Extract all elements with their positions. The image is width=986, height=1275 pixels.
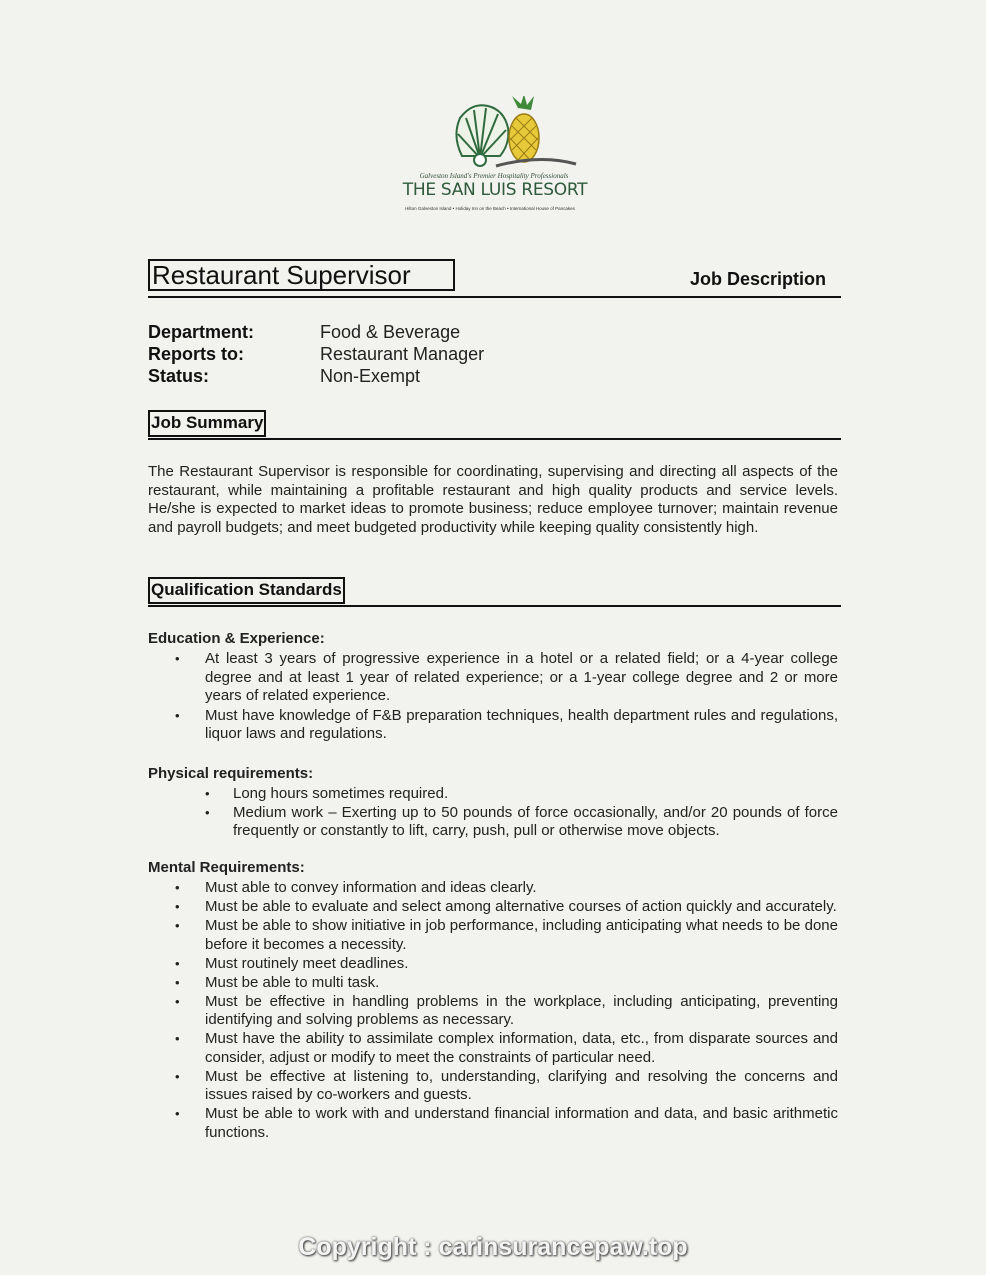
divider (148, 438, 841, 440)
divider (148, 296, 841, 298)
job-title: Restaurant Supervisor (148, 259, 455, 291)
bullet-icon: • (175, 651, 180, 666)
logo-tagline: Galveston Island's Premier Hospitality Professionals (419, 172, 569, 180)
job-summary-text: The Restaurant Supervisor is responsible for coordinating, supervising and directing all aspects of the restaurant, while maintaining a profitable restaurant and high quality products and service levels. He/she is expected to market ideas to promote business; reduce employee turnover; maintain revenue and payroll budgets; and meet budgeted productivity while keeping quality consistently high. (148, 463, 838, 536)
list-item: • Must have knowledge of F&B preparation techniques, health department rules and regulations, liquor laws and regulations. (175, 706, 838, 742)
list-item: • Must be able to evaluate and select among alternative courses of action quickly and accurately. (175, 898, 837, 915)
bullet-icon: • (175, 899, 180, 914)
info-label: Department: (148, 322, 255, 342)
list-item: • Long hours sometimes required. (205, 785, 449, 802)
list-item: • Medium work – Exerting up to 50 pounds of force occasionally, and/or 20 pounds of force frequently or constantly to lift, carry, push, pull or otherwise move objects. (205, 803, 838, 839)
divider (148, 605, 841, 607)
bullet-icon: • (175, 707, 180, 723)
list-item: • Must be able to show initiative in job performance, including anticipating what needs to be done before it becomes a necessity. (175, 917, 838, 953)
info-value: Food & Beverage (320, 322, 461, 342)
bullet-icon: • (175, 974, 180, 990)
list-item: • Must be effective in handling problems in the workplace, including anticipating, preventing identifying and solving problems as necessary. (175, 992, 838, 1028)
education-list (175, 650, 838, 744)
section-heading-job-summary: Job Summary (148, 410, 266, 437)
subheading-education: Education & Experience: (148, 630, 325, 647)
list-item: • At least 3 years of progressive experience in a hotel or a related field; or a 4-year college degree and at least 1 year of related experience; or a 1-year college degree and 2 or more years of related experience. (175, 650, 838, 704)
bullet-icon: • (175, 880, 180, 895)
list-item: • Must have the ability to assimilate complex information, data, etc., from disparate sources and consider, adjust or modify to meet the constraints of particular need. (175, 1030, 838, 1066)
info-label: Reports to: (148, 344, 244, 364)
bullet-icon: • (175, 955, 180, 971)
logo-name: THE SAN LUIS RESORT (402, 180, 588, 200)
logo-properties: Hilton Galveston Island • Holiday Inn on the Beach • International House of Pancakes (405, 206, 575, 211)
list-item: • Must be able to multi task. (175, 973, 380, 991)
document-type: Job Description (690, 269, 827, 289)
bullet-icon: • (205, 804, 210, 820)
info-value: Non-Exempt (320, 366, 421, 386)
info-value: Restaurant Manager (320, 344, 485, 364)
info-label: Status: (148, 366, 210, 386)
physical-list (205, 785, 838, 841)
resort-logo (400, 96, 590, 220)
list-item: • Must be effective at listening to, understanding, clarifying and resolving the concerns and issues raised by co-workers and guests. (175, 1067, 838, 1103)
bullet-icon: • (175, 1106, 180, 1121)
bullet-icon: • (175, 1031, 180, 1046)
subheading-mental: Mental Requirements: (148, 859, 305, 876)
bullet-icon: • (175, 1068, 180, 1084)
copyright-watermark: Copyright : carinsurancepaw.top (298, 1233, 688, 1261)
mental-list (175, 879, 838, 1143)
list-item: • Must be able to work with and understand financial information and data, and basic arithmetic functions. (175, 1105, 838, 1141)
bullet-icon: • (205, 786, 210, 801)
list-item: • Must able to convey information and ideas clearly. (175, 879, 537, 896)
subheading-physical: Physical requirements: (148, 765, 314, 782)
section-heading-qualifications: Qualification Standards (148, 577, 345, 604)
list-item: • Must routinely meet deadlines. (175, 954, 409, 972)
bullet-icon: • (175, 993, 180, 1009)
bullet-icon: • (175, 918, 180, 933)
